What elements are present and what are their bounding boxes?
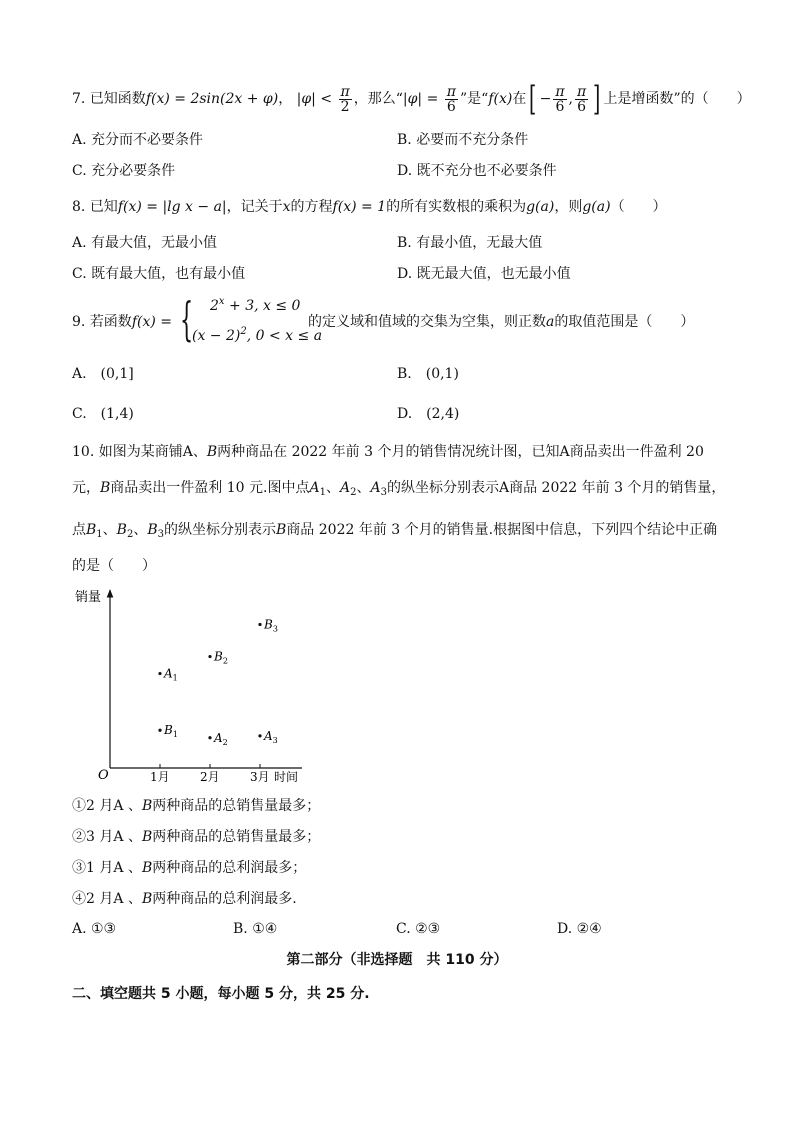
q10-line-2: 元，B商品卖出一件盈利 10 元.图中点$A_1$、$A_2$、$A_3$的纵坐标分别表示A商品 2022 年前 3 个月的销售量， [72,480,726,498]
q8-option-c: C. 既有最大值，也有最小值 [72,266,246,282]
x-tick-label: 3月 [250,770,270,784]
q8-stem: 8. 已知f(x) = |lg x − a|，记关于x的方程f(x) = 1的所有实数根的乘积为g(a)，则g(a)（ ） [72,199,667,215]
y-axis-label: 销量 [75,590,102,605]
q9-stem-right: 的定义域和值域的交集为空集，则正数a的取值范围是（ ） [308,314,695,330]
point-a3 [258,734,261,737]
statement-2: ②3 月A 、B两种商品的总销售量最多； [72,829,321,845]
q10-option-a: A. ①③ [72,921,117,937]
q10-line-4: 的是（ ） [72,558,156,574]
point-label-b2: $B_2$ [214,649,228,666]
section-heading-fill-in: 二、填空题共 5 小题，每小题 5 分，共 25 分. [72,986,370,1002]
point-a2 [208,736,211,739]
point-label-b1: $B_1$ [164,723,178,740]
statement-1: ①2 月A 、B两种商品的总销售量最多； [72,798,321,814]
point-b2 [208,655,211,658]
q8-option-b: B. 有最小值，无最大值 [397,235,543,251]
q8-option-d: D. 既无最大值，也无最小值 [397,266,571,282]
q9-case2: $(x - 2)^2$, 0 < x ≤ a [192,326,323,344]
point-a1 [158,672,161,675]
q9-option-a: A. (0,1] [72,366,134,382]
q8-option-a: A. 有最大值，无最小值 [72,235,218,251]
statement-3: ③1 月A 、B两种商品的总利润最多； [72,860,307,876]
question-number: 10. [72,444,95,460]
q9-case1: 2$^x$ + 3, x ≤ 0 [210,296,301,314]
q9-option-d: D. (2,4) [397,406,460,422]
q7-option-a: A. 充分而不必要条件 [72,132,204,148]
q10-line-1: 10. 如图为某商铺A、B两种商品在 2022 年前 3 个月的销售情况统计图，已知A商品卖出一件盈利 20 [72,444,704,460]
point-label-a2: $A_2$ [214,730,228,747]
x-axis-label: 时间 [274,770,299,784]
sales-scatter-chart [70,585,310,790]
point-label-b3: $B_3$ [264,617,278,634]
q10-option-d: D. ②④ [557,921,602,937]
q9-option-c: C. (1,4) [72,406,134,422]
q7-option-b: B. 必要而不充分条件 [397,132,529,148]
point-b3 [258,623,261,626]
q7-option-d: D. 既不充分也不必要条件 [397,163,557,179]
q10-option-b: B. ①④ [233,921,278,937]
question-number: 9. [72,314,86,330]
piecewise-brace: { [180,292,194,346]
origin-label: O [98,768,109,783]
q7-option-c: C. 充分必要条件 [72,163,176,179]
part-two-heading: 第二部分（非选择题 共 110 分） [286,952,508,968]
point-b1 [158,729,161,732]
q10-option-c: C. ②③ [396,921,441,937]
point-label-a1: $A_1$ [164,666,178,683]
q10-line-3: 点$B_1$、$B_2$、$B_3$的纵坐标分别表示B商品 2022 年前 3 个月的销售量.根据图中信息，下列四个结论中正确 [72,522,718,540]
q9-option-b: B. (0,1) [397,366,459,382]
question-number: 7. [72,91,86,107]
x-tick-label: 1月 [150,770,170,784]
statement-4: ④2 月A 、B两种商品的总利润最多. [72,891,297,907]
point-label-a3: $A_3$ [264,728,278,745]
question-number: 8. [72,199,86,215]
q9-stem-left: 9. 若函数f(x) = [72,314,172,330]
q7-stem: 7. 已知函数f(x) = 2sin(2x + φ)， |φ| < $\frac{\pi}{2}$ ，那么“|φ| = $\frac{\pi}{6}$ ”是“f(x)在[ − $\frac{\pi}{6}$ , $\frac{\pi}{6}$ ] 上是增函数”的（ ） [72,79,751,119]
x-tick-label: 2月 [200,770,220,784]
